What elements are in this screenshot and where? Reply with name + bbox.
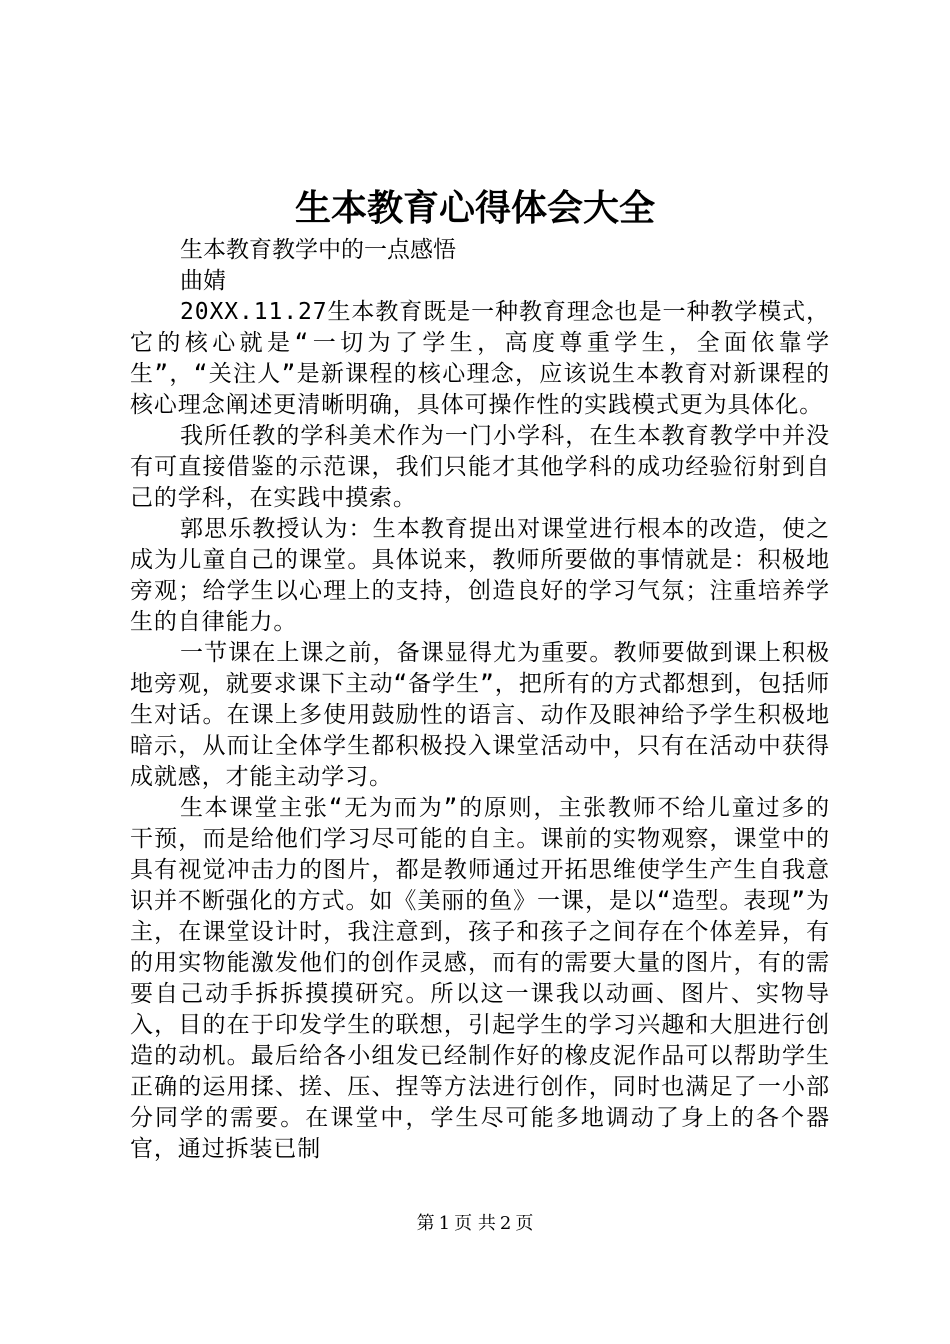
paragraph-5: 生本课堂主张“无为而为”的原则，主张教师不给儿童过多的干预，而是给他们学习尽可能的自主。课前的实物观察，课堂中的具有视觉冲击力的图片，都是教师通过开拓思维使学生产生自我意识并不断强化的方式。如《美丽的鱼》一课，是以“造型。表现”为主，在课堂设计时，我注意到，孩子和孩子之间存在个体差异，有的用实物能激发他们的创作灵感，而有的需要大量的图片，有的需要自己动手拆拆摸摸研究。所以这一课我以动画、图片、实物导入，目的在于印发学生的联想，引起学生的学习兴趣和大胆进行创造的动机。最后给各小组发已经制作好的橡皮泥作品可以帮助学生正确的运用揉、搓、压、捏等方法进行创作，同时也满足了一小部分同学的需要。在课堂中，学生尽可能多地调动了身上的各个器官，通过拆装已制 <box>130 795 830 1162</box>
footer-mid: 页 共 <box>454 1213 496 1234</box>
paragraph-4: 一节课在上课之前，备课显得尤为重要。教师要做到课上积极地旁观，就要求课下主动“备学生”，把所有的方式都想到，包括师生对话。在课上多使用鼓励性的语言、动作及眼神给予学生积极地暗示，从而让全体学生都积极投入课堂活动中，只有在活动中获得成就感，才能主动学习。 <box>130 640 830 790</box>
document-author: 曲婧 <box>180 268 226 294</box>
footer-suffix: 页 <box>515 1213 534 1234</box>
document-body <box>130 235 830 1165</box>
document-subtitle: 生本教育教学中的一点感悟 <box>180 237 456 263</box>
footer-prefix: 第 <box>416 1213 435 1234</box>
paragraph-2: 我所任教的学科美术作为一门小学科，在生本教育教学中并没有可直接借鉴的示范课，我们只能才其他学科的成功经验衍射到自己的学科，在实践中摸索。 <box>130 423 830 511</box>
paragraph-3: 郭思乐教授认为：生本教育提出对课堂进行根本的改造，使之成为儿童自己的课堂。具体说来，教师所要做的事情就是：积极地旁观；给学生以心理上的支持，创造良好的学习气氛；注重培养学生的自律能力。 <box>130 516 830 635</box>
document-title: 生本教育心得体会大全 <box>294 187 655 229</box>
footer-current-page: 1 <box>438 1213 451 1234</box>
footer-total-pages: 2 <box>499 1213 512 1234</box>
paragraph-1: 20XX.11.27生本教育既是一种教育理念也是一种教学模式，它的核心就是“一切为了学生，高度尊重学生，全面依靠学生”，“关注人”是新课程的核心理念，应该说生本教育对新课程的核心理念阐述更清晰明确，具体可操作性的实践模式更为具体化。 <box>130 299 830 418</box>
page-footer <box>0 1212 950 1236</box>
